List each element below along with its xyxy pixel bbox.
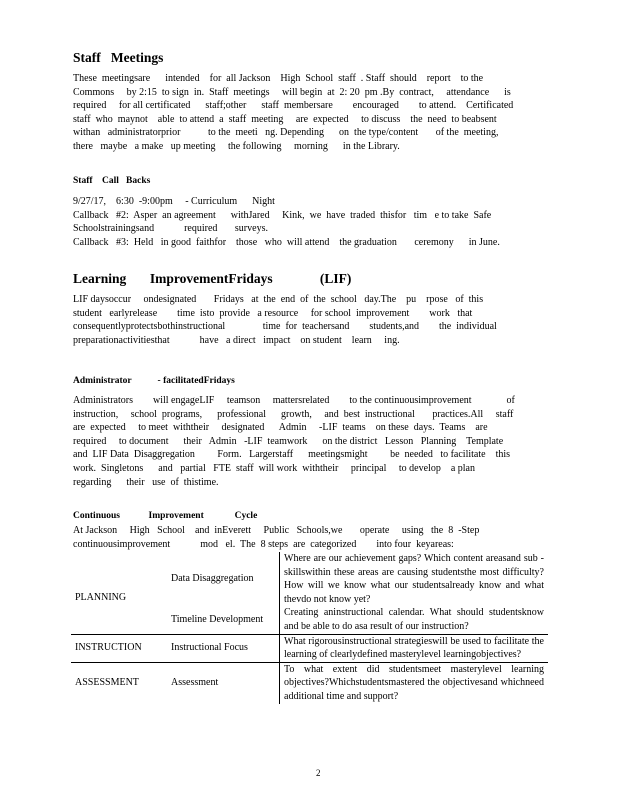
text-line: Callback #2: Asper an agreement withJared Kink, we have traded thisfor tim e to take Safe (73, 209, 492, 221)
staff-meetings-heading: Staff Meetings (73, 50, 164, 65)
assessment-label: ASSESSMENT (71, 662, 167, 703)
text-line: required for all certificated staff;other staff membersare encouraged to attend. Certificated (73, 100, 514, 112)
lif-heading: Learning ImprovementFridays (LIF) (73, 271, 352, 286)
table-row (71, 662, 548, 703)
text-line: Commons by 2:15 to sign in. Staff meetings will begin at 2: 20 pm .By contract, attendance is (73, 86, 511, 98)
instruction-description: What rigorousinstructional strategieswill be used to facilitate the learning of clearlydefined masterylevel learningobjectives? (280, 634, 549, 662)
text-line: withan administratorprior to the meeti ng. Depending on the type/content of the meeting, (73, 127, 499, 139)
text-line: are expected to meet withtheir designated Admin -LIF teams on these days. Teams are (73, 422, 488, 434)
text-line: LIF daysoccur ondesignated Fridays at the end of the school day.The pu rpose of this (73, 294, 484, 305)
text-line: staff who maynot able to attend a staff meeting are expected to discuss the need to beabsent (73, 113, 497, 125)
admin-fridays-paragraph (73, 394, 545, 489)
text-line: required to document their Admin -LIF teamwork on the district Lesson Planning Template (73, 435, 504, 447)
text-line: regarding their use of thistime. (73, 476, 219, 488)
text-line: work. Singletons and partial FTE staff will work withtheir principal to develop a plan (73, 462, 475, 474)
text-line: and LIF Data Disaggregation Form. Largerstaff meetingsmight be needed to facilitate this (73, 449, 511, 461)
text-line: 9/27/17, 6:30 -9:00pm - Curriculum Night (73, 196, 275, 207)
table-row (71, 634, 548, 662)
lif-paragraph (73, 293, 545, 347)
text-line: These meetingsare intended for all Jackson High School staff . Staff should report to the (73, 73, 484, 84)
assessment-sub-label: Assessment (167, 662, 280, 703)
text-line: Schoolstrainingsand required surveys. (73, 223, 268, 235)
improvement-cycle-heading: Continuous Improvement Cycle (73, 511, 258, 521)
page-number: 2 (316, 768, 321, 778)
text-line: instruction, school programs, professional growth, and best instructional practices.All staff (73, 408, 514, 420)
staff-call-backs-heading: Staff Call Backs (73, 176, 151, 186)
timeline-description: Creating aninstructional calendar. What should studentsknow and be able to do asa result of our instruction? (280, 606, 549, 634)
timeline-development-label: Timeline Development (171, 614, 264, 626)
planning-label: PLANNING (75, 591, 127, 603)
text-line: student earlyrelease time isto provide a resource for school improvement work that (73, 307, 473, 319)
instruction-label: INSTRUCTION (71, 634, 167, 662)
planning-description: Where are our achievement gaps? Which content areasand sub - skillswithin these areas are causing studentsthe most difficulty?How will we know what our studentsalready know and what thevdo not know yet? (280, 552, 549, 606)
staff-meetings-paragraph (73, 72, 545, 154)
admin-fridays-heading: Administrator - facilitatedFridays (73, 376, 235, 386)
text-line: preparationactivitiesthat have a direct impact on student learn ing. (73, 334, 400, 346)
text-line: Administrators will engageLIF teamson mattersrelated to the continuousimprovement of (73, 395, 515, 406)
table-row (71, 552, 548, 606)
staff-call-backs-paragraph (73, 195, 545, 249)
text-line: Callback #3: Held in good faithfor those who will attend the graduation ceremony in June. (73, 236, 500, 248)
text-line: At Jackson High School and inEverett Public Schools,we operate using the 8 -Step (73, 525, 480, 536)
text-line: there maybe a make up meeting the following morning in the Library. (73, 140, 400, 152)
assessment-description: To what extent did studentsmeet masterylevel learning objectives?Whichstudentsmastered the objectivesand whichneed additional time and support? (280, 662, 549, 703)
improvement-cycle-paragraph (73, 524, 545, 551)
text-line: consequentlyprotectsbothinstructional time for teachersand students,and the individual (73, 321, 497, 333)
data-disaggregation-label: Data Disaggregation (171, 573, 254, 585)
improvement-cycle-table (71, 552, 548, 704)
instructional-focus-label: Instructional Focus (167, 634, 280, 662)
text-line: continuousimprovement mod el. The 8 steps are categorized into four keyareas: (73, 538, 454, 550)
